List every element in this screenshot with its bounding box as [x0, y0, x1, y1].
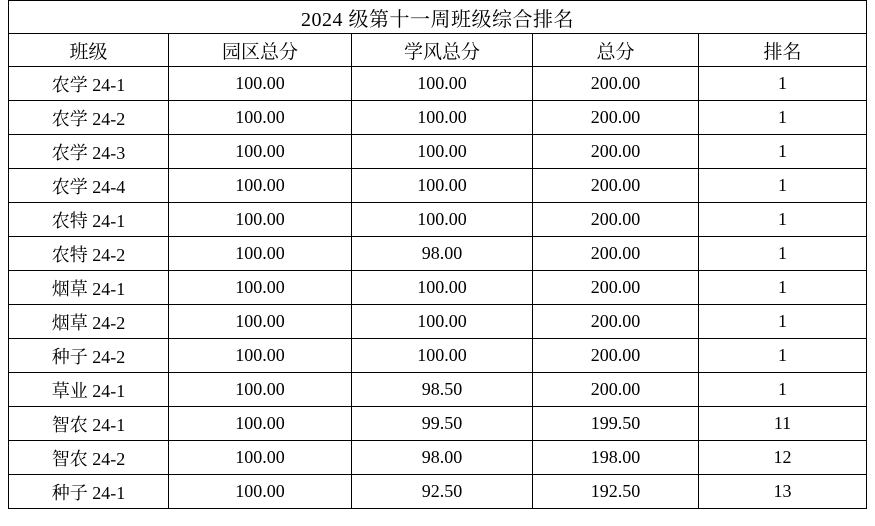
cell-park-score: 100.00: [169, 237, 352, 271]
table-row: [9, 407, 867, 441]
cell-class: 农学 24-2: [9, 101, 169, 135]
cell-style-score: 100.00: [352, 271, 533, 305]
table-row: [9, 237, 867, 271]
cell-rank: 1: [699, 135, 867, 169]
cell-park-score: 100.00: [169, 271, 352, 305]
table-row: [9, 475, 867, 509]
cell-park-score: 100.00: [169, 373, 352, 407]
cell-class: 种子 24-1: [9, 475, 169, 509]
cell-rank: 1: [699, 169, 867, 203]
cell-style-score: 100.00: [352, 203, 533, 237]
cell-total-score: 200.00: [533, 339, 699, 373]
cell-class: 草业 24-1: [9, 373, 169, 407]
table-row: [9, 271, 867, 305]
cell-total-score: 198.00: [533, 441, 699, 475]
table-row: [9, 339, 867, 373]
table-row: [9, 135, 867, 169]
cell-rank: 1: [699, 305, 867, 339]
cell-rank: 12: [699, 441, 867, 475]
cell-rank: 1: [699, 237, 867, 271]
cell-park-score: 100.00: [169, 203, 352, 237]
cell-total-score: 200.00: [533, 237, 699, 271]
cell-total-score: 200.00: [533, 373, 699, 407]
table-row: [9, 203, 867, 237]
cell-class: 农学 24-4: [9, 169, 169, 203]
table-header-row: [9, 34, 867, 67]
cell-park-score: 100.00: [169, 475, 352, 509]
table-row: [9, 101, 867, 135]
cell-rank: 11: [699, 407, 867, 441]
cell-style-score: 98.00: [352, 237, 533, 271]
table-row: [9, 169, 867, 203]
class-ranking-table: [8, 0, 867, 509]
cell-park-score: 100.00: [169, 101, 352, 135]
cell-total-score: 200.00: [533, 203, 699, 237]
cell-rank: 1: [699, 101, 867, 135]
cell-total-score: 200.00: [533, 305, 699, 339]
cell-rank: 1: [699, 271, 867, 305]
cell-style-score: 98.50: [352, 373, 533, 407]
cell-park-score: 100.00: [169, 169, 352, 203]
page-title: 2024 级第十一周班级综合排名: [9, 1, 867, 34]
cell-style-score: 100.00: [352, 339, 533, 373]
cell-class: 农学 24-1: [9, 67, 169, 101]
column-header-total-score: 总分: [533, 34, 699, 67]
cell-style-score: 100.00: [352, 169, 533, 203]
cell-class: 农特 24-2: [9, 237, 169, 271]
cell-style-score: 100.00: [352, 135, 533, 169]
cell-rank: 1: [699, 67, 867, 101]
table-row: [9, 373, 867, 407]
cell-total-score: 192.50: [533, 475, 699, 509]
cell-rank: 1: [699, 339, 867, 373]
cell-rank: 1: [699, 203, 867, 237]
cell-class: 智农 24-2: [9, 441, 169, 475]
column-header-class: 班级: [9, 34, 169, 67]
cell-class: 烟草 24-2: [9, 305, 169, 339]
cell-class: 农特 24-1: [9, 203, 169, 237]
cell-style-score: 100.00: [352, 101, 533, 135]
cell-park-score: 100.00: [169, 339, 352, 373]
cell-class: 智农 24-1: [9, 407, 169, 441]
table-row: [9, 67, 867, 101]
cell-total-score: 200.00: [533, 135, 699, 169]
cell-style-score: 100.00: [352, 305, 533, 339]
cell-park-score: 100.00: [169, 135, 352, 169]
cell-rank: 1: [699, 373, 867, 407]
cell-style-score: 98.00: [352, 441, 533, 475]
cell-style-score: 99.50: [352, 407, 533, 441]
cell-park-score: 100.00: [169, 407, 352, 441]
column-header-rank: 排名: [699, 34, 867, 67]
cell-total-score: 199.50: [533, 407, 699, 441]
cell-style-score: 92.50: [352, 475, 533, 509]
cell-class: 农学 24-3: [9, 135, 169, 169]
table-title-row: [9, 1, 867, 34]
cell-park-score: 100.00: [169, 67, 352, 101]
cell-park-score: 100.00: [169, 441, 352, 475]
cell-style-score: 100.00: [352, 67, 533, 101]
cell-total-score: 200.00: [533, 101, 699, 135]
cell-class: 种子 24-2: [9, 339, 169, 373]
column-header-style-score: 学风总分: [352, 34, 533, 67]
cell-total-score: 200.00: [533, 67, 699, 101]
column-header-park-score: 园区总分: [169, 34, 352, 67]
cell-total-score: 200.00: [533, 271, 699, 305]
cell-total-score: 200.00: [533, 169, 699, 203]
table-row: [9, 305, 867, 339]
cell-park-score: 100.00: [169, 305, 352, 339]
cell-class: 烟草 24-1: [9, 271, 169, 305]
table-row: [9, 441, 867, 475]
cell-rank: 13: [699, 475, 867, 509]
